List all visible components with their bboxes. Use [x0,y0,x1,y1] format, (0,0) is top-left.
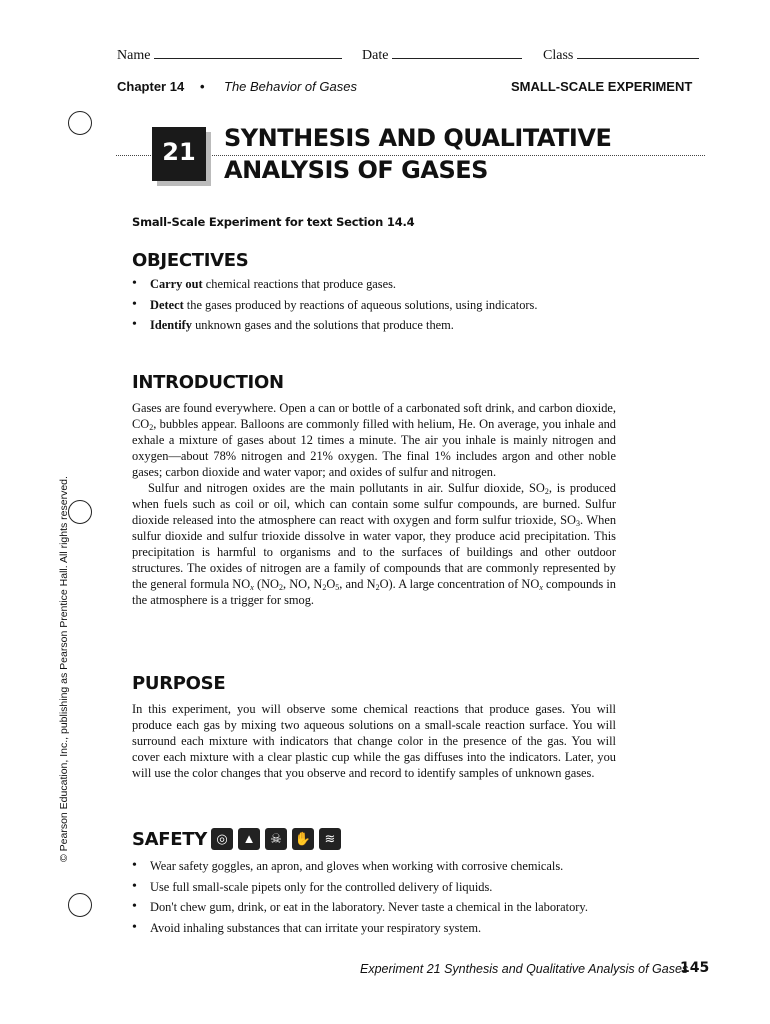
list-item: • Use full small-scale pipets only for the controlled delivery of liquids. [132,877,652,898]
list-item: • Avoid inhaling substances that can irritate your respiratory system. [132,918,652,939]
binder-hole-bottom [68,893,92,917]
safety-list [132,856,652,938]
introduction-paragraph-1: Gases are found everywhere. Open a can or bottle of a carbonated soft drink, and carbon dioxide, $CO_2$, bubbles appear. Balloons are commonly filled with helium, He. On average, you inhale and exhale a mixture of gases about 12 times a minute. The air you inhale is mainly nitrogen and oxygen—about 78% nitrogen and 21% oxygen. The final 1% includes argon and other noble gases; carbon dioxide and water vapor; and oxides of sulfur and nitrogen. [132,401,616,479]
binder-hole-top [68,111,92,135]
name-line[interactable] [154,47,342,59]
experiment-subtitle: Small-Scale Experiment for text Section 14.4 [132,215,415,229]
name-label: Name [117,48,151,63]
inhalation-icon: ≋ [319,828,341,850]
purpose-text: In this experiment, you will observe some chemical reactions that produce gases. You will produce each gas by mixing two aqueous solutions on a small-scale reaction surface. You will surround each mixture with indicators that change color in the presence of the gas. You will cover each mixture with a clear plastic cup while the gas diffuses into the indicators. Later, you will use the color changes that you observe and record to identify samples of unknown gases. [132,702,616,780]
safety-icons [211,828,346,850]
objectives-heading: OBJECTIVES [132,250,249,271]
introduction-paragraph-2: Sulfur and nitrogen oxides are the main pollutants in air. Sulfur dioxide, $SO_2$, is produced when fuels such as coil or oil, which can contain some sulfur compounds, are burned. Sulfur dioxide released into the atmosphere can react with oxygen and form sulfur trioxide, $SO_3$. When sulfur dioxide and sulfur trioxide dissolve in water vapor, they produce acid precipitation. This precipitation is harmful to organisms and to the surfaces of buildings and other outdoor structures. The oxides of nitrogen are a family of compounds that are commonly represented by the general formula $NO_x$ ($NO_2$, NO, $N_2O_5$, and $N_2O$). A large concentration of $NO_x$ compounds in the atmosphere is a trigger for smog. [132,481,617,607]
safety-heading: SAFETY [132,829,207,850]
date-line[interactable] [392,47,522,59]
poison-icon: ☠ [265,828,287,850]
title-line-2: ANALYSIS OF GASES [224,156,488,184]
goggles-icon: ◎ [211,828,233,850]
chapter-bullet: • [200,79,205,94]
list-item: • Carry out chemical reactions that produce gases. [132,274,652,295]
introduction-text [132,400,616,608]
name-field[interactable] [117,47,342,64]
list-item: • Detect the gases produced by reactions of aqueous solutions, using indicators. [132,295,652,316]
binder-hole-middle [68,500,92,524]
list-item: • Don't chew gum, drink, or eat in the laboratory. Never taste a chemical in the laboratory. [132,897,652,918]
class-label: Class [543,48,574,63]
date-field[interactable] [362,47,522,64]
list-item: • Wear safety goggles, an apron, and gloves when working with corrosive chemicals. [132,856,652,877]
chapter-title: The Behavior of Gases [224,79,357,94]
purpose-heading: PURPOSE [132,673,226,694]
experiment-number: 21 [152,127,206,181]
apron-icon: ▲ [238,828,260,850]
date-label: Date [362,48,389,63]
footer-text: Experiment 21 Synthesis and Qualitative Analysis of Gases [360,962,689,976]
page-number: 145 [680,960,710,976]
objectives-list [132,274,652,336]
class-line[interactable] [577,47,699,59]
experiment-type: SMALL-SCALE EXPERIMENT [511,79,693,94]
chapter-label: Chapter 14 [117,79,185,94]
experiment-title [224,122,611,186]
copyright-notice: © Pearson Education, Inc., publishing as Pearson Prentice Hall. All rights reserved. [58,476,70,862]
class-field[interactable] [543,47,699,64]
title-line-1: SYNTHESIS AND QUALITATIVE [224,124,612,152]
list-item: • Identify unknown gases and the solutions that produce them. [132,315,652,336]
corrosive-icon: ✋ [292,828,314,850]
introduction-heading: INTRODUCTION [132,372,284,393]
